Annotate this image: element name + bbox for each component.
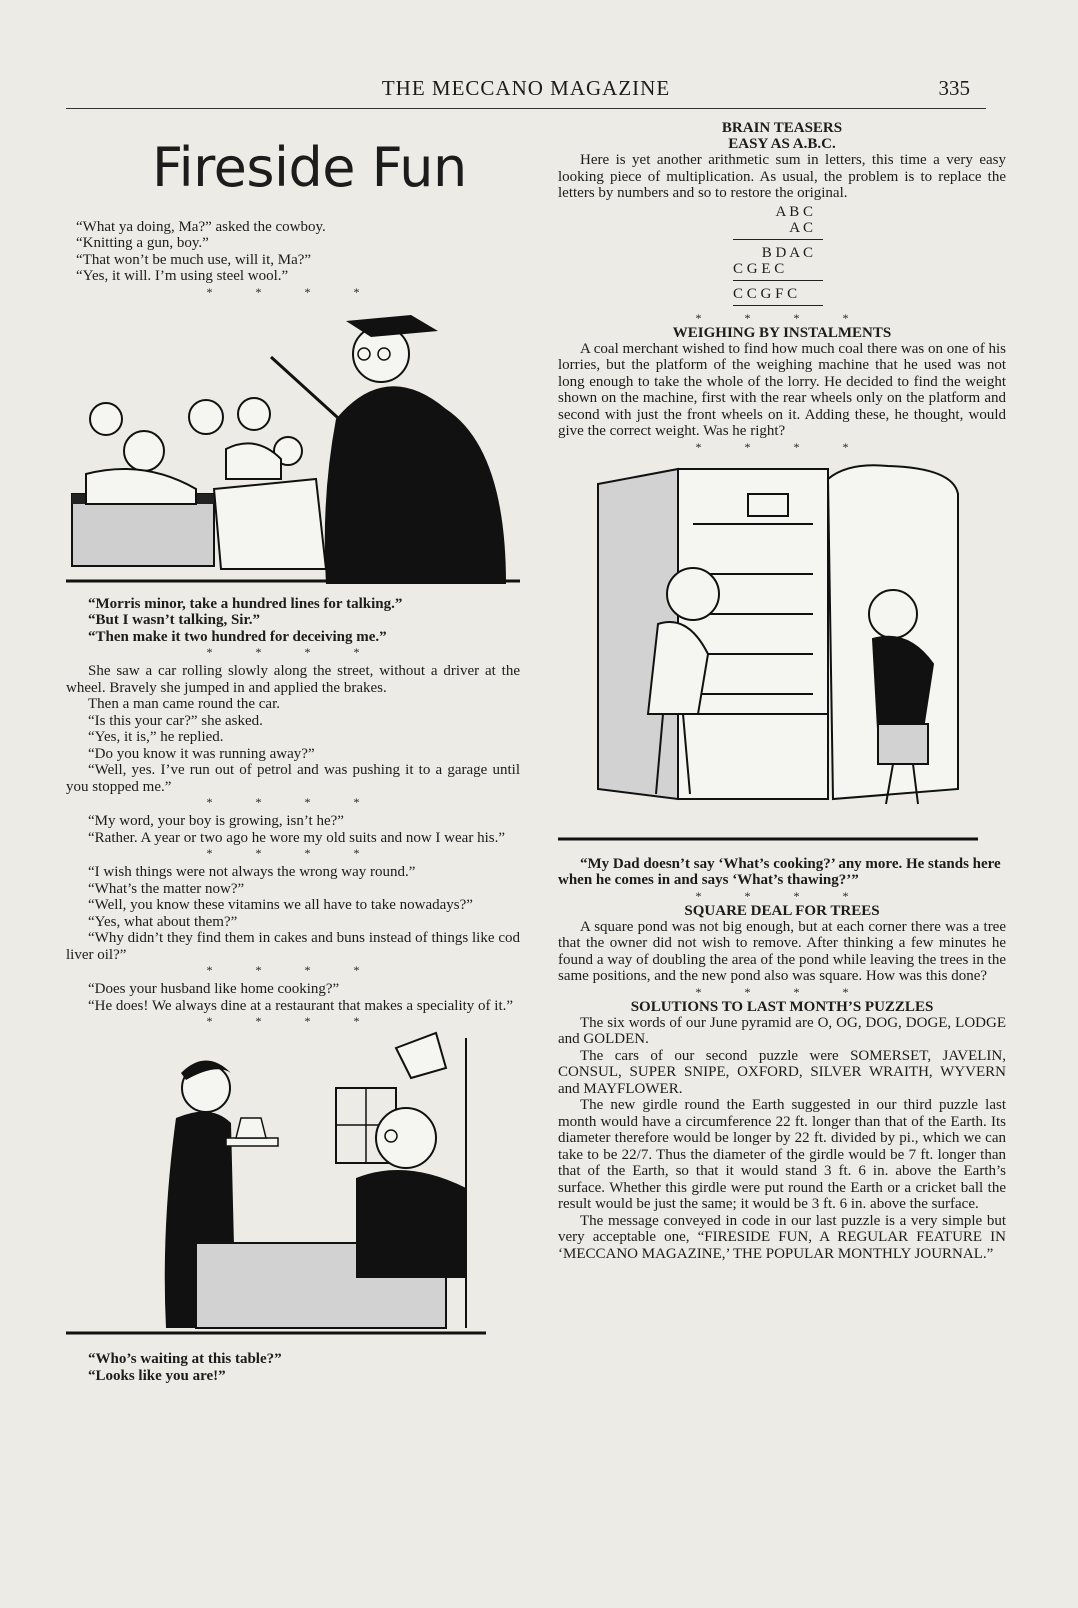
square-deal-text	[558, 919, 1006, 985]
joke-line: “Well, yes. I’ve run out of petrol and was pushing it to a garage until you stopped me.”	[66, 762, 520, 795]
solutions-heading: SOLUTIONS TO LAST MONTH’S PUZZLES	[630, 998, 934, 1015]
joke-line: “He does! We always dine at a restaurant that makes a speciality of it.”	[88, 997, 514, 1014]
separator-stars: * * * *	[695, 888, 869, 903]
joke-line: “What ya doing, Ma?” asked the cowboy.	[76, 218, 326, 235]
joke-line: She saw a car rolling slowly along the street, without a driver at the wheel. Bravely she jumped in and applied the brakes.	[66, 663, 520, 696]
easy-abc-heading: EASY AS A.B.C.	[728, 136, 836, 152]
separator-stars: * * * *	[206, 1014, 380, 1029]
separator-stars: * * * *	[206, 846, 380, 861]
right-column	[558, 120, 1006, 1262]
paragraph: The six words of our June pyramid are O, OG, DOG, DOGE, LODGE and GOLDEN.	[558, 1014, 1006, 1047]
sum-row: B D A C	[761, 244, 813, 261]
sum-row: A C	[789, 219, 813, 236]
page-header	[66, 74, 986, 109]
cartoon-restaurant-caption	[88, 1351, 520, 1384]
paragraph: The new girdle round the Earth suggested in our third puzzle last month would have a circumference 22 ft. longer than that of the Earth. Its diameter therefore would be longer by 22 ft. divided by pi., which we can take to be 22/7. Thus the diameter of the girdle would be 7 ft. longer than that of the Earth, so that it would stand 3 ft. 6 in. above the Earth’s surface. Whether this girdle were put round the Earth or a cricket ball the result would be just the same; it would be 3 ft. 6 in. above the surface.	[558, 1097, 1006, 1212]
sum-row: A B C	[775, 203, 813, 220]
cartoon-refrigerator	[558, 454, 1006, 846]
joke-line: “Yes, it is,” he replied.	[88, 729, 224, 746]
joke-line: Then a man came round the car.	[88, 696, 280, 713]
weighing-heading: WEIGHING BY INSTALMENTS	[672, 324, 892, 341]
open-desk-lid	[214, 479, 326, 569]
joke-line: “Rather. A year or two ago he wore my old suits and now I wear his.”	[88, 829, 505, 846]
caption-line: “But I wasn’t talking, Sir.”	[88, 612, 260, 629]
solutions-text	[558, 1015, 1006, 1263]
caption-line: “Then make it two hundred for deceiving me.”	[88, 628, 387, 645]
caption-line: “Morris minor, take a hundred lines for talking.”	[88, 595, 403, 612]
feature-title: Fireside Fun	[152, 136, 467, 199]
joke-line: “Well, you know these vitamins we all have to take nowadays?”	[88, 897, 473, 914]
separator-stars: * * * *	[206, 963, 380, 978]
joke-car	[66, 663, 520, 795]
caption-line: “My Dad doesn’t say ‘What’s cooking?’ any more. He stands here when he comes in and says ‘What’s thawing?’”	[558, 855, 1001, 888]
paragraph: A square pond was not big enough, but at each corner there was a tree that the owner did not wish to remove. After thinking a few minutes he found a way of doubling the area of the pond while leaving the trees in the same positions, and the new pond also was square. How was this done?	[558, 918, 1006, 984]
weighing-text	[558, 341, 1006, 440]
paragraph: A coal merchant wished to find how much coal there was on one of his lorries, but the platform of the weighing machine that he used was not long enough to take the whole of the lorry. He decided to find the weight shown on the machine, first with the rear wheels only on the platform and second with just the front wheels on it. Adding these, he thought, would give the correct weight. Was he right?	[558, 340, 1006, 439]
joke-line: “My word, your boy is growing, isn’t he?”	[88, 813, 344, 830]
sum-rule	[733, 239, 823, 240]
brain-teasers-heading: BRAIN TEASERS	[721, 120, 843, 136]
separator-stars: * * * *	[695, 439, 869, 454]
joke-cowboy	[76, 219, 520, 285]
cartoon-refrigerator-caption	[558, 856, 1006, 889]
joke-line: “Knitting a gun, boy.”	[76, 235, 209, 252]
separator-stars: * * * *	[206, 795, 380, 810]
cartoon-classroom	[66, 299, 520, 584]
joke-vitamins	[66, 864, 520, 963]
caption-line: “Looks like you are!”	[88, 1367, 226, 1384]
caption-line: “Who’s waiting at this table?”	[88, 1351, 282, 1368]
paragraph: Here is yet another arithmetic sum in letters, this time a very easy looking piece of multiplication. As usual, the problem is to replace the letters by numbers and so to restore the original.	[558, 152, 1006, 201]
square-deal-heading: SQUARE DEAL FOR TREES	[684, 902, 880, 919]
joke-line: “What’s the matter now?”	[88, 880, 245, 897]
joke-home-cooking	[66, 981, 520, 1014]
joke-line: “Yes, what about them?”	[88, 913, 238, 930]
sum-row: C C G F C	[733, 285, 798, 302]
easy-abc-text	[558, 152, 1006, 202]
sum-rule	[733, 305, 823, 306]
separator-stars: * * * *	[206, 284, 380, 299]
joke-line: “Why didn’t they find them in cakes and buns instead of things like cod liver oil?”	[66, 930, 520, 963]
joke-line: “Does your husband like home cooking?”	[88, 981, 340, 998]
paragraph: The message conveyed in code in our last puzzle is a very simple but very acceptable one, “FIRESIDE FUN, A REGULAR FEATURE IN ‘MECCANO MAGAZINE,’ THE POPULAR MONTHLY JOURNAL.”	[558, 1212, 1006, 1262]
separator-stars: * * * *	[206, 645, 380, 660]
multiplication-puzzle	[733, 204, 1006, 306]
separator-stars: * * * *	[695, 310, 869, 325]
separator-stars: * * * *	[695, 984, 869, 999]
cartoon-restaurant	[66, 1028, 520, 1343]
joke-line: “Yes, it will. I’m using steel wool.”	[76, 268, 289, 285]
left-column	[66, 120, 520, 1384]
joke-line: “Do you know it was running away?”	[88, 745, 315, 762]
teapot	[236, 1118, 266, 1138]
sum-row: C G E C	[733, 260, 785, 277]
running-title: THE MECCANO MAGAZINE	[381, 76, 671, 100]
page-number: 335	[938, 76, 970, 100]
joke-boy-growing	[66, 813, 520, 846]
paragraph: The cars of our second puzzle were SOMERSET, JAVELIN, CONSUL, SUPER SNIPE, OXFORD, SILVER WRAITH, WYVERN and MAYFLOWER.	[558, 1047, 1006, 1097]
tray	[226, 1138, 278, 1146]
sum-rule	[733, 280, 823, 281]
joke-line: “Is this your car?” she asked.	[88, 712, 263, 729]
cartoon-classroom-caption	[88, 596, 520, 646]
joke-line: “That won’t be much use, will it, Ma?”	[76, 251, 312, 268]
joke-line: “I wish things were not always the wrong way round.”	[88, 864, 416, 881]
